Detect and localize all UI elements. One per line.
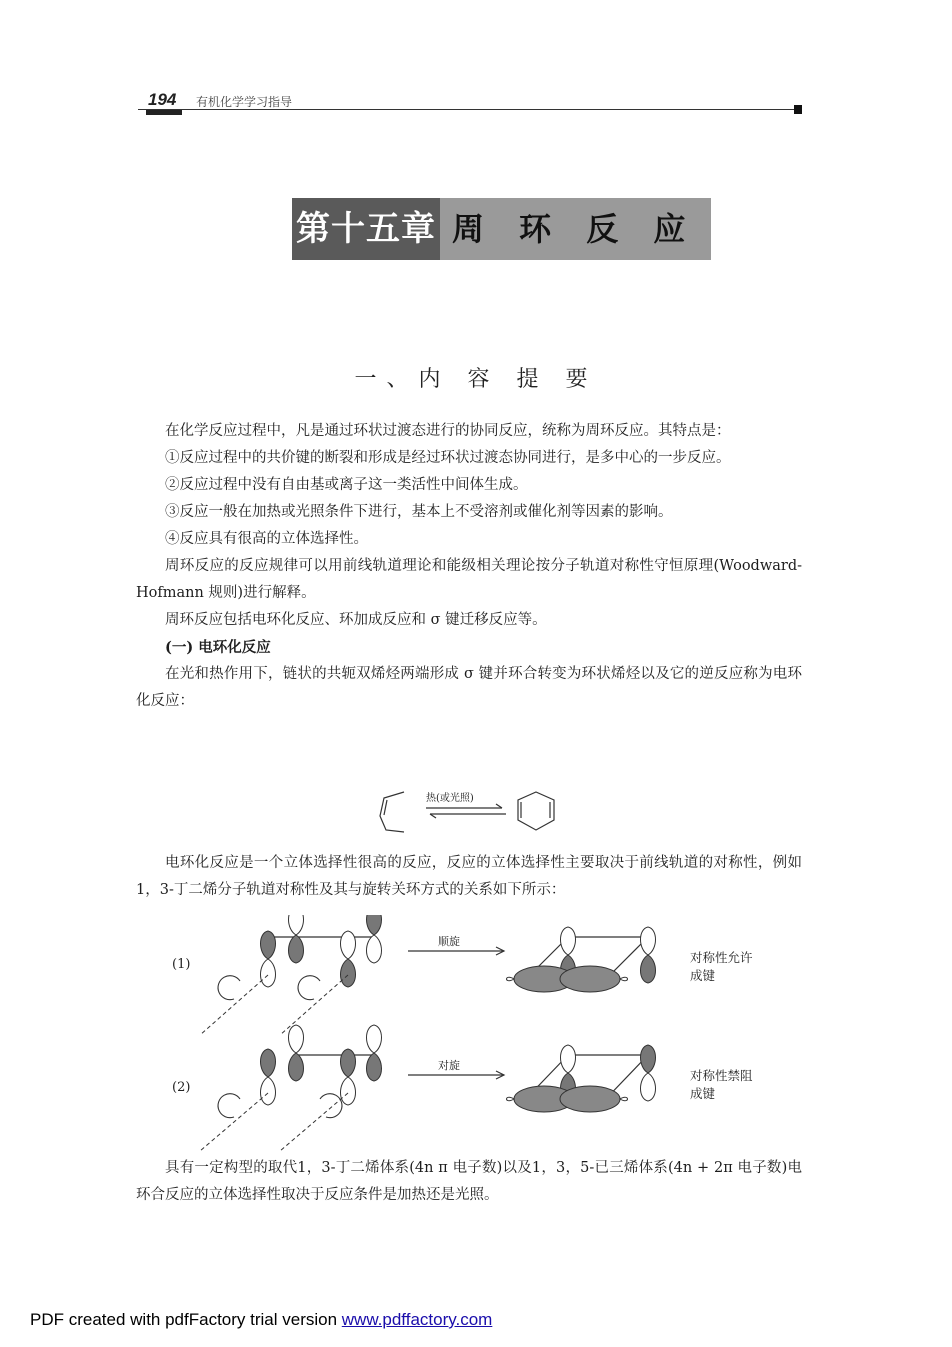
- row2-label: (2): [172, 1080, 191, 1095]
- paragraph: 电环化反应是一个立体选择性很高的反应，反应的立体选择性主要取决于前线轨道的对称性，例如1，3-丁二烯分子轨道对称性及其与旋转关环方式的关系如下所示：: [136, 855, 802, 898]
- paragraph: 在光和热作用下，链状的共轭双烯烃两端形成 σ 键并环合转变为环状烯烃以及它的逆反应称为电环化反应：: [136, 666, 802, 709]
- pdffactory-link[interactable]: www.pdffactory.com: [341, 1310, 493, 1329]
- cyclohexadiene-structure: [518, 792, 554, 830]
- orbital-diagram: [160, 915, 800, 1155]
- body-text-3: [136, 1155, 802, 1209]
- paragraph: 在化学反应过程中，凡是通过环状过渡态进行的协同反应，统称为周环反应。其特点是：: [165, 423, 731, 439]
- paragraph: 周环反应包括电环化反应、环加成反应和 σ 键迁移反应等。: [165, 612, 547, 628]
- paragraph: ③反应一般在加热或光照条件下进行，基本上不受溶剂或催化剂等因素的影响。: [165, 504, 673, 520]
- equation-condition: 热(或光照): [426, 793, 474, 804]
- pdf-footer: [30, 1310, 492, 1330]
- footer-text: PDF created with pdfFactory trial version: [30, 1310, 342, 1329]
- row1-rotation-arrow-right: [298, 976, 320, 1000]
- paragraph: 周环反应的反应规律可以用前线轨道理论和能级相关理论按分子轨道对称性守恒原理(Woodward-Hofmann 规则)进行解释。: [136, 558, 802, 601]
- chapter-number: 第十五章: [292, 198, 440, 260]
- row2-note-line1: 对称性禁阻: [690, 1068, 753, 1083]
- header-rule: [138, 109, 794, 110]
- hexatriene-structure: [380, 792, 404, 832]
- header-rule-cap: [794, 105, 802, 114]
- paragraph: ①反应过程中的共价键的断裂和形成是经过环状过渡态协同进行，是多中心的一步反应。: [165, 450, 731, 466]
- page-header: [138, 88, 802, 116]
- paragraph: ④反应具有很高的立体选择性。: [165, 531, 368, 547]
- row1-butadiene: [268, 937, 374, 957]
- chapter-heading: [292, 198, 711, 260]
- body-text-2: [136, 850, 802, 904]
- row1-note-line1: 对称性允许: [690, 950, 753, 965]
- page-number-bar: [146, 110, 182, 115]
- row1-arrow-label: 顺旋: [438, 935, 460, 948]
- row1-rotation-arrow-left: [218, 976, 240, 1000]
- section-title: 一、内 容 提 要: [354, 367, 598, 392]
- chapter-title: 周 环 反 应: [440, 198, 711, 260]
- subsection-heading: (一) 电环化反应: [165, 639, 271, 656]
- row1-note-line2: 成键: [690, 968, 716, 983]
- row1-label: (1): [172, 957, 191, 972]
- paragraph: 具有一定构型的取代1，3-丁二烯体系(4n π 电子数)以及1，3，5-已三烯体系(4n + 2π 电子数)电环合反应的立体选择性取决于反应条件是加热还是光照。: [136, 1160, 802, 1203]
- row2-rotation-arrow-right: [320, 1094, 342, 1118]
- running-title: 有机化学学习指导: [196, 95, 293, 109]
- row2-note-line2: 成键: [690, 1086, 716, 1101]
- row2-arrow-label: 对旋: [438, 1059, 460, 1072]
- row2-rotation-arrow-left: [218, 1094, 240, 1118]
- paragraph: ②反应过程中没有自由基或离子这一类活性中间体生成。: [165, 477, 528, 493]
- electrocyclic-equation: [370, 786, 570, 836]
- page-number: 194: [148, 90, 177, 109]
- body-text: [136, 418, 802, 715]
